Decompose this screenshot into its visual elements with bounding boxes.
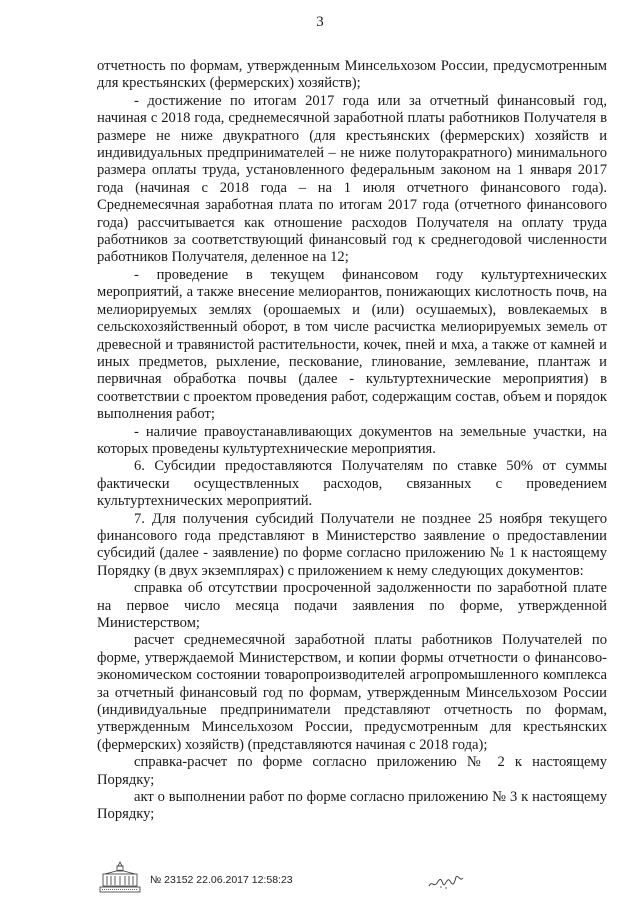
document-body xyxy=(97,58,607,824)
page-number: 3 xyxy=(316,14,324,30)
paragraph: отчетность по формам, утвержденным Минсельхозом России, предусмотренным для крестьянских (фермерских) хозяйств); xyxy=(97,58,607,92)
paragraph: 6. Субсидии предоставляются Получателям по ставке 50% от суммы фактически осуществленных расходов, связанных с проведением культуртехнических мероприятий. xyxy=(97,458,607,510)
paragraph: - проведение в текущем финансовом году культуртехнических мероприятий, а также внесение мелиорантов, понижающих кислотность почв, на мелиорируемых землях (орошаемых и (или) осушаемых), вовлекаемых в сельскохозяйственный оборот, в том числе расчистка мелиорируемых земель от древесной и травянистой растительности, кочек, пней и мха, а также от камней и иных предметов, рыхление, пескование, глинование, землевание, плантаж и первичная обработка почвы (далее - культуртехнические мероприятия) в соответствии с проектом проведения работ, содержащим состав, объем и порядок выполнения работ; xyxy=(97,266,607,423)
paragraph: справка об отсутствии просроченной задолженности по заработной плате на первое число месяца подачи заявления по форме, утвержденной Министерством; xyxy=(97,580,607,631)
paragraph: - наличие правоустанавливающих документов на земельные участки, на которых проведены культуртехнические мероприятия. xyxy=(97,423,607,457)
stamp-text: № 23152 22.06.2017 12:58:23 xyxy=(150,874,293,886)
paragraph: 7. Для получения субсидий Получатели не позднее 25 ноября текущего финансового года представляют в Министерство заявление о предоставлении субсидий (далее - заявление) по форме согласно приложению № 1 к настоящему Порядку (в двух экземплярах) с приложением к нему следующих документов: xyxy=(97,510,607,579)
paragraph: справка-расчет по форме согласно приложению № 2 к настоящему Порядку; xyxy=(97,754,607,788)
registration-stamp xyxy=(97,860,607,896)
paragraph: - достижение по итогам 2017 года или за отчетный финансовый год, начиная с 2018 года, среднемесячной заработной платы работников Получателя в размере не ниже двукратного (для крестьянских (фермерских) хозяйств и индивидуальных предпринимателей – не ниже полуторакратного) минимального размера оплаты труда, установленного федеральным законом на 1 января 2017 года (начиная с 2018 года – на 1 июля отчетного финансового года). Среднемесячная заработная плата по итогам 2017 года (отчетного финансового года) рассчитывается как отношение расходов Получателя на оплату труда работников за соответствующий финансовый год к среднегодовой численности работников Получателя, деленное на 12; xyxy=(97,92,607,266)
paragraph: расчет среднемесячной заработной платы работников Получателей по форме, утверждаемой Министерством, и копии формы отчетности о финансово-экономическом состоянии товаропроизводителей агропромышленного комплекса за отчетный финансовый год по формам, утвержденным Минсельхозом России (индивидуальные предприниматели представляют отчетность по формам, утвержденным Минсельхозом России, предусмотренным для крестьянских (фермерских) хозяйств) (представляются начиная с 2018 года); xyxy=(97,632,607,753)
building-seal-icon xyxy=(97,860,143,894)
paragraph: акт о выполнении работ по форме согласно приложению № 3 к настоящему Порядку; xyxy=(97,789,607,823)
signature-scribble-icon xyxy=(427,866,467,892)
